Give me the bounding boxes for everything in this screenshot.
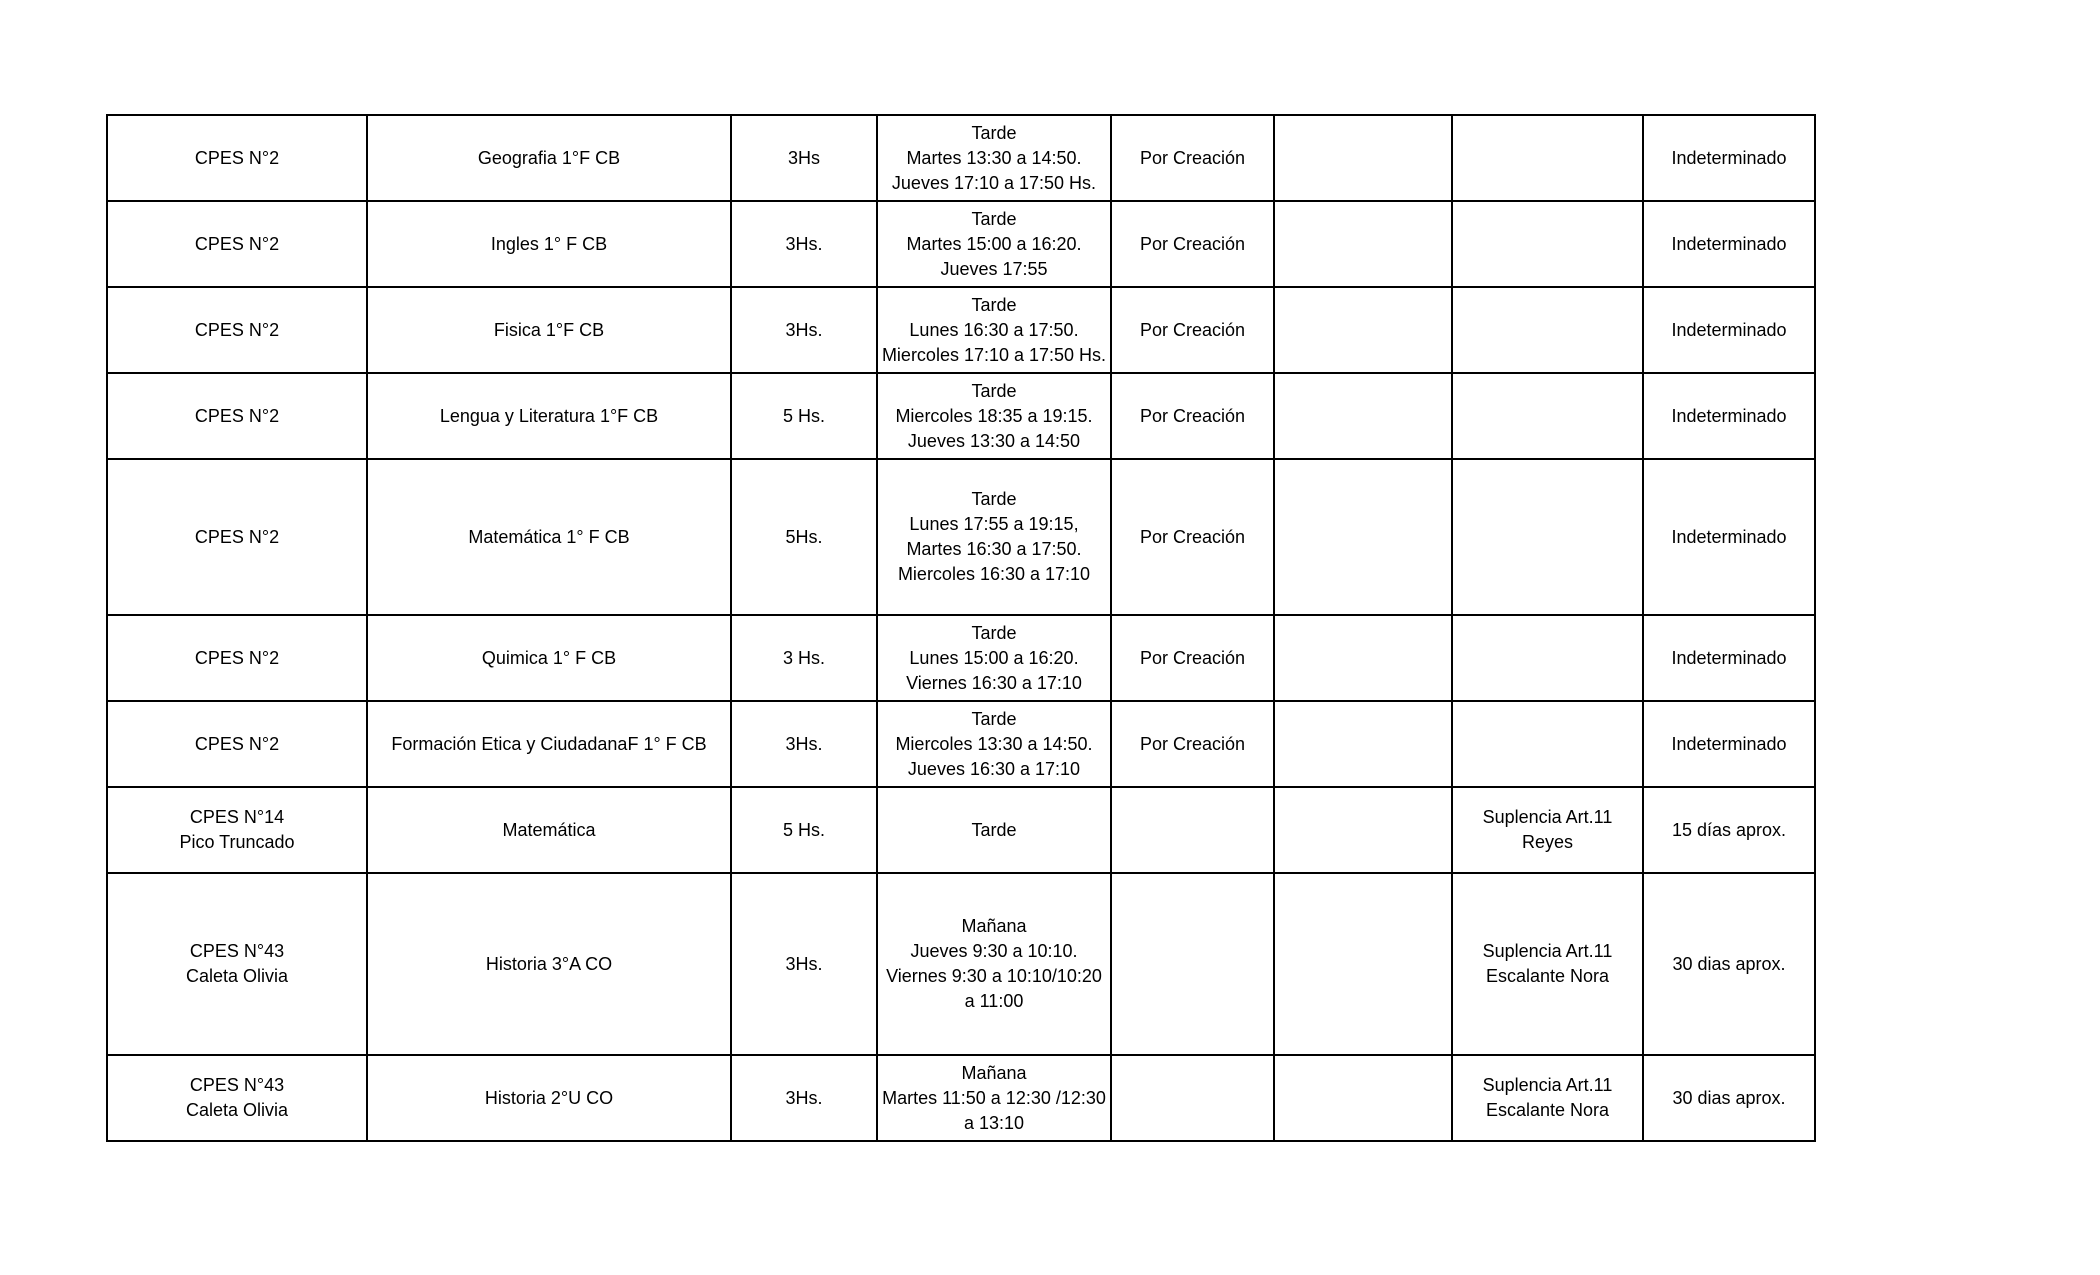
type-cell	[1111, 873, 1274, 1055]
replacement-cell	[1452, 287, 1643, 373]
empty-cell	[1274, 459, 1452, 615]
replacement-cell	[1452, 615, 1643, 701]
duration-cell: 30 dias aprox.	[1643, 873, 1815, 1055]
duration-cell: 30 dias aprox.	[1643, 1055, 1815, 1141]
schedule-cell: Mañana Martes 11:50 a 12:30 /12:30 a 13:10	[877, 1055, 1111, 1141]
table-row	[107, 615, 1815, 701]
table-row	[107, 201, 1815, 287]
duration-cell: Indeterminado	[1643, 115, 1815, 201]
empty-cell	[1274, 873, 1452, 1055]
hours-cell: 5Hs.	[731, 459, 877, 615]
school-cell: CPES N°2	[107, 287, 367, 373]
table-row	[107, 373, 1815, 459]
type-cell: Por Creación	[1111, 373, 1274, 459]
hours-cell: 3Hs.	[731, 873, 877, 1055]
replacement-cell	[1452, 373, 1643, 459]
type-cell: Por Creación	[1111, 201, 1274, 287]
vacancies-table	[106, 114, 1816, 1142]
schedule-cell: Tarde	[877, 787, 1111, 873]
hours-cell: 5 Hs.	[731, 787, 877, 873]
schedule-cell: Tarde Miercoles 18:35 a 19:15. Jueves 13:30 a 14:50	[877, 373, 1111, 459]
type-cell: Por Creación	[1111, 459, 1274, 615]
type-cell: Por Creación	[1111, 287, 1274, 373]
duration-cell: Indeterminado	[1643, 701, 1815, 787]
empty-cell	[1274, 615, 1452, 701]
empty-cell	[1274, 201, 1452, 287]
schedule-cell: Tarde Lunes 16:30 a 17:50. Miercoles 17:10 a 17:50 Hs.	[877, 287, 1111, 373]
empty-cell	[1274, 115, 1452, 201]
duration-cell: Indeterminado	[1643, 459, 1815, 615]
type-cell: Por Creación	[1111, 615, 1274, 701]
empty-cell	[1274, 287, 1452, 373]
subject-cell: Quimica 1° F CB	[367, 615, 731, 701]
duration-cell: 15 días aprox.	[1643, 787, 1815, 873]
school-cell: CPES N°43 Caleta Olivia	[107, 873, 367, 1055]
duration-cell: Indeterminado	[1643, 373, 1815, 459]
empty-cell	[1274, 1055, 1452, 1141]
schedule-cell: Tarde Lunes 15:00 a 16:20. Viernes 16:30 a 17:10	[877, 615, 1111, 701]
duration-cell: Indeterminado	[1643, 615, 1815, 701]
empty-cell	[1274, 373, 1452, 459]
hours-cell: 3Hs.	[731, 701, 877, 787]
schedule-cell: Mañana Jueves 9:30 a 10:10. Viernes 9:30 a 10:10/10:20 a 11:00	[877, 873, 1111, 1055]
hours-cell: 3Hs	[731, 115, 877, 201]
subject-cell: Lengua y Literatura 1°F CB	[367, 373, 731, 459]
replacement-cell	[1452, 701, 1643, 787]
table-row	[107, 287, 1815, 373]
replacement-cell	[1452, 115, 1643, 201]
subject-cell: Matemática	[367, 787, 731, 873]
table-row	[107, 873, 1815, 1055]
table-row	[107, 1055, 1815, 1141]
empty-cell	[1274, 787, 1452, 873]
school-cell: CPES N°2	[107, 201, 367, 287]
duration-cell: Indeterminado	[1643, 201, 1815, 287]
school-cell: CPES N°2	[107, 615, 367, 701]
duration-cell: Indeterminado	[1643, 287, 1815, 373]
table-row	[107, 701, 1815, 787]
table-row	[107, 787, 1815, 873]
subject-cell: Matemática 1° F CB	[367, 459, 731, 615]
subject-cell: Historia 2°U CO	[367, 1055, 731, 1141]
table-row	[107, 115, 1815, 201]
schedule-cell: Tarde Martes 15:00 a 16:20. Jueves 17:55	[877, 201, 1111, 287]
school-cell: CPES N°2	[107, 115, 367, 201]
replacement-cell: Suplencia Art.11 Escalante Nora	[1452, 1055, 1643, 1141]
school-cell: CPES N°14 Pico Truncado	[107, 787, 367, 873]
school-cell: CPES N°2	[107, 701, 367, 787]
schedule-cell: Tarde Lunes 17:55 a 19:15, Martes 16:30 a 17:50. Miercoles 16:30 a 17:10	[877, 459, 1111, 615]
school-cell: CPES N°43 Caleta Olivia	[107, 1055, 367, 1141]
hours-cell: 3Hs.	[731, 201, 877, 287]
schedule-cell: Tarde Miercoles 13:30 a 14:50. Jueves 16:30 a 17:10	[877, 701, 1111, 787]
subject-cell: Ingles 1° F CB	[367, 201, 731, 287]
hours-cell: 3 Hs.	[731, 615, 877, 701]
type-cell	[1111, 1055, 1274, 1141]
replacement-cell: Suplencia Art.11 Escalante Nora	[1452, 873, 1643, 1055]
schedule-cell: Tarde Martes 13:30 a 14:50. Jueves 17:10 a 17:50 Hs.	[877, 115, 1111, 201]
type-cell: Por Creación	[1111, 115, 1274, 201]
type-cell	[1111, 787, 1274, 873]
school-cell: CPES N°2	[107, 459, 367, 615]
subject-cell: Fisica 1°F CB	[367, 287, 731, 373]
type-cell: Por Creación	[1111, 701, 1274, 787]
school-cell: CPES N°2	[107, 373, 367, 459]
subject-cell: Historia 3°A CO	[367, 873, 731, 1055]
hours-cell: 3Hs.	[731, 1055, 877, 1141]
table-row	[107, 459, 1815, 615]
subject-cell: Formación Etica y CiudadanaF 1° F CB	[367, 701, 731, 787]
replacement-cell	[1452, 201, 1643, 287]
replacement-cell: Suplencia Art.11 Reyes	[1452, 787, 1643, 873]
subject-cell: Geografia 1°F CB	[367, 115, 731, 201]
hours-cell: 3Hs.	[731, 287, 877, 373]
hours-cell: 5 Hs.	[731, 373, 877, 459]
replacement-cell	[1452, 459, 1643, 615]
empty-cell	[1274, 701, 1452, 787]
